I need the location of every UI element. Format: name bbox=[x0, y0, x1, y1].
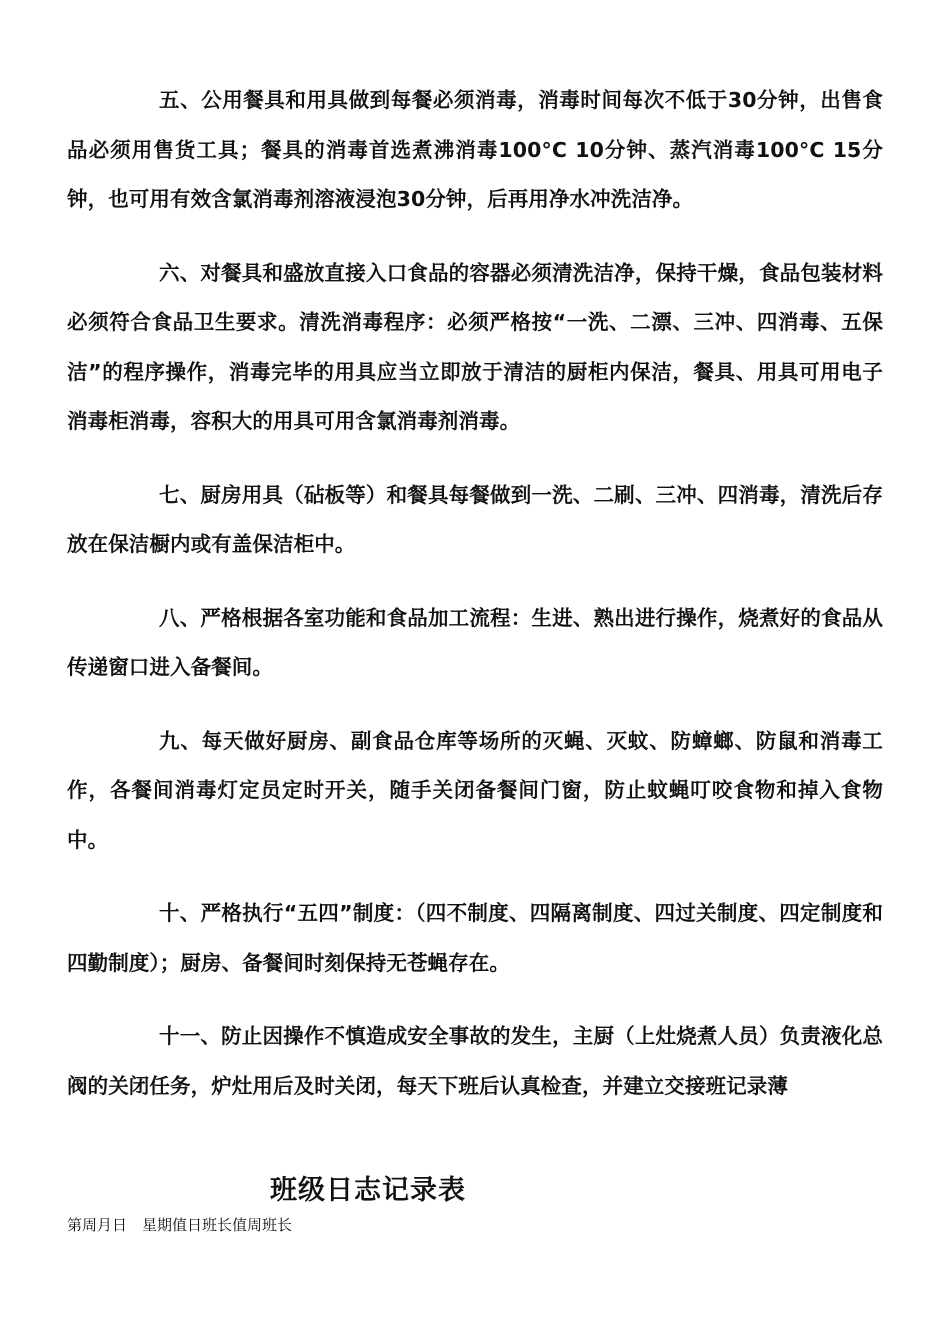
paragraph-10: 十、严格执行“五四”制度：（四不制度、四隔离制度、四过关制度、四定制度和四勤制度）；厨房、备餐间时刻保持无苍蝇存在。 bbox=[67, 901, 883, 975]
paragraph-11: 十一、防止因操作不慎造成安全事故的发生，主厨（上灶烧煮人员）负责液化总阀的关闭任务，炉灶用后及时关闭，每天下班后认真检查，并建立交接班记录薄 bbox=[67, 1024, 883, 1098]
paragraph-6: 六、对餐具和盛放直接入口食品的容器必须清洗洁净，保持干燥，食品包装材料必须符合食品卫生要求。清洗消毒程序：必须严格按“一洗、二漂、三冲、四消毒、五保洁”的程序操作，消毒完毕的用具应当立即放于清洁的厨柜内保洁，餐具、用具可用电子消毒柜消毒，容积大的用具可用含氯消毒剂消毒。 bbox=[67, 260, 883, 433]
table-title: 班级日志记录表 bbox=[270, 1175, 466, 1206]
table-subline: 第周月日 星期值日班长值周班长 bbox=[67, 1216, 293, 1234]
paragraph-7: 七、厨房用具（砧板等）和餐具每餐做到一洗、二刷、三冲、四消毒，清洗后存放在保洁橱内或有盖保洁柜中。 bbox=[67, 482, 883, 556]
document-body bbox=[67, 76, 883, 1135]
paragraph-9: 九、每天做好厨房、副食品仓库等场所的灭蝇、灭蚊、防蟑螂、防鼠和消毒工作，各餐间消毒灯定员定时开关，随手关闭备餐间门窗，防止蚊蝇叮咬食物和掉入食物中。 bbox=[67, 728, 883, 852]
paragraph-5: 五、公用餐具和用具做到每餐必须消毒，消毒时间每次不低于30分钟，出售食品必须用售货工具；餐具的消毒首选煮沸消毒100°C 10分钟、蒸汽消毒100°C 15分钟，也可用有效含氯消毒剂溶液浸泡30分钟，后再用净水冲洗洁净。 bbox=[67, 88, 883, 211]
paragraph-8: 八、严格根据各室功能和食品加工流程：生进、熟出进行操作，烧煮好的食品从传递窗口进入备餐间。 bbox=[67, 605, 883, 679]
